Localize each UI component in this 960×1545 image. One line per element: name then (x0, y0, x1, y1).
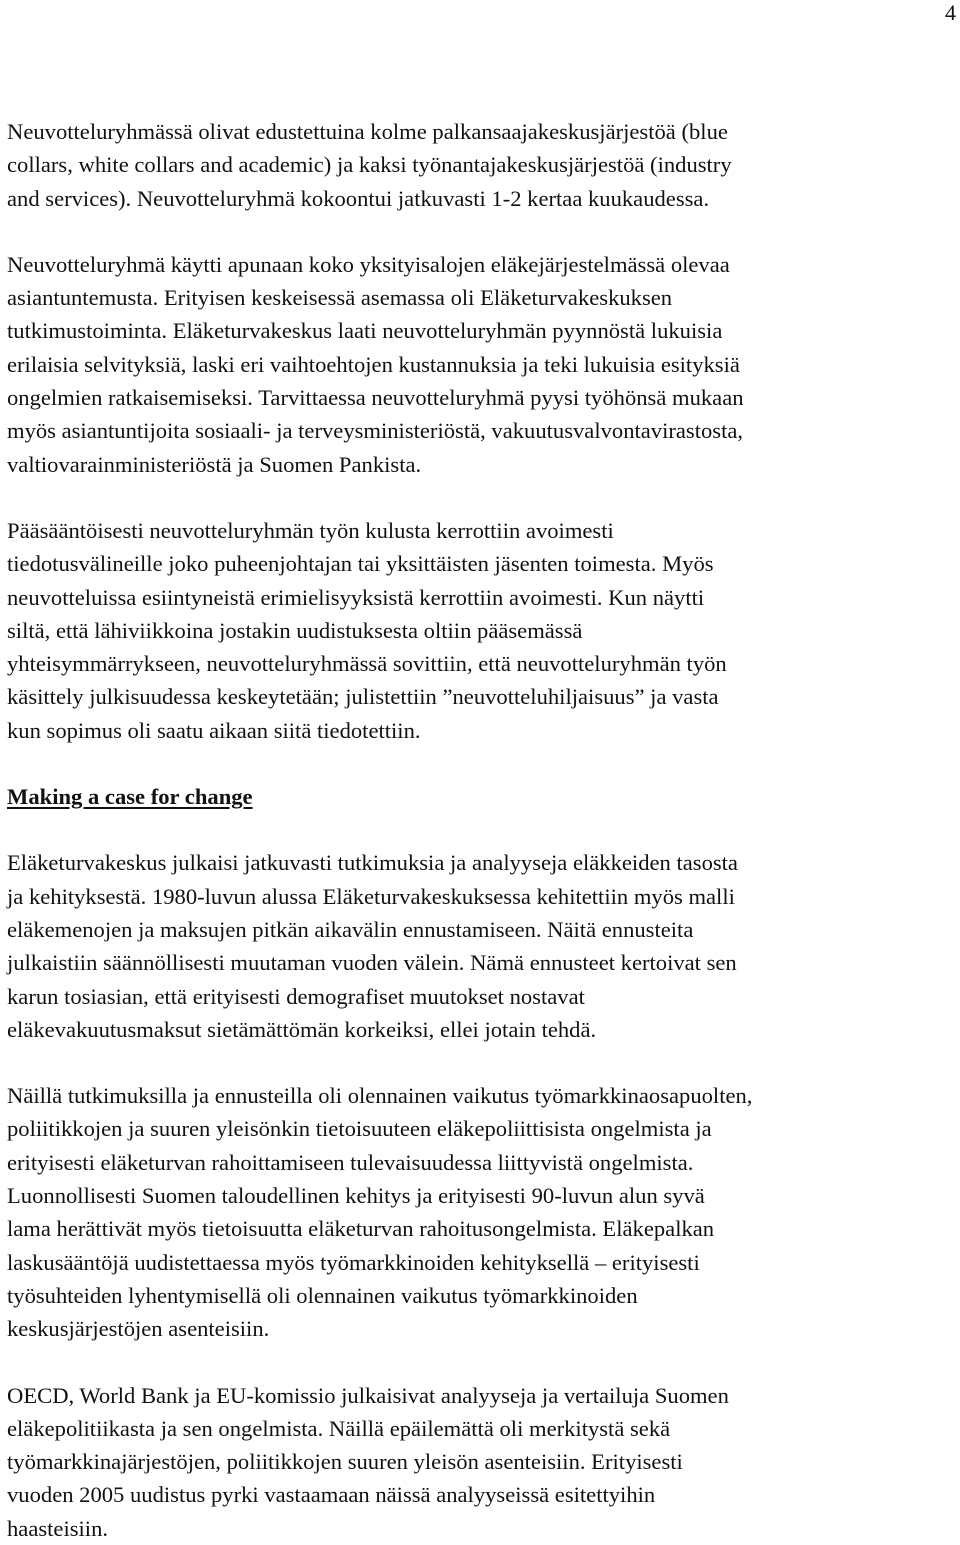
text-line: tiedotusvälineille joko puheenjohtajan tai yksittäisten jäsenten toimesta. Myös (7, 551, 714, 577)
text-line: eläkepolitiikasta ja sen ongelmista. Näillä epäilemättä oli merkitystä sekä (7, 1415, 671, 1441)
text-line: kun sopimus oli saatu aikaan siitä tiedotettiin. (7, 717, 421, 743)
document-body (7, 115, 960, 1545)
section-heading: Making a case for change (7, 784, 253, 810)
text-line: OECD, World Bank ja EU-komissio julkaisivat analyyseja ja vertailuja Suomen (7, 1382, 729, 1408)
paragraph-gap (7, 1046, 960, 1079)
text-line: tutkimustoiminta. Eläketurvakeskus laati neuvotteluryhmän pyynnöstä lukuisia (7, 318, 723, 344)
text-line: Näillä tutkimuksilla ja ennusteilla oli olennainen vaikutus työmarkkinaosapuolten, (7, 1083, 753, 1109)
text-line: Neuvotteluryhmä käytti apunaan koko yksityisalojen eläkejärjestelmässä olevaa (7, 251, 730, 277)
paragraph-negotiation-group (7, 115, 960, 215)
text-line: ja kehityksestä. 1980-luvun alussa Eläketurvakeskuksessa kehitettiin myös malli (7, 883, 735, 909)
text-line: työmarkkinajärjestöjen, poliitikkojen suuren yleisön asenteisiin. Erityisesti (7, 1449, 683, 1475)
paragraph-gap (7, 215, 960, 248)
text-line: siltä, että lähiviikkoina jostakin uudistuksesta oltiin pääsemässä (7, 617, 583, 643)
text-line: erityisesti eläketurvan rahoittamiseen tulevaisuudessa liittyvistä ongelmista. (7, 1149, 694, 1175)
text-line: laskusääntöjä uudistettaessa myös työmarkkinoiden kehityksellä – erityisesti (7, 1249, 700, 1275)
text-line: haasteisiin. (7, 1515, 109, 1541)
text-line: valtiovarainministeriöstä ja Suomen Pankista. (7, 451, 422, 477)
paragraph-international (7, 1379, 960, 1545)
text-line: Eläketurvakeskus julkaisi jatkuvasti tutkimuksia ja analyyseja eläkkeiden tasosta (7, 850, 738, 876)
paragraph-gap (7, 481, 960, 514)
text-line: neuvotteluissa esiintyneistä erimielisyyksistä kerrottiin avoimesti. Kun näytti (7, 584, 705, 610)
text-line: Pääsääntöisesti neuvotteluryhmän työn kulusta kerrottiin avoimesti (7, 517, 614, 543)
text-line: lama herättivät myös tietoisuutta eläketurvan rahoitusongelmista. Eläkepalkan (7, 1216, 715, 1242)
text-line: työsuhteiden lyhentymisellä oli olennainen vaikutus työmarkkinoiden (7, 1282, 638, 1308)
text-line: yhteisymmärrykseen, neuvotteluryhmässä sovittiin, että neuvotteluryhmän työn (7, 651, 727, 677)
text-line: Luonnollisesti Suomen taloudellinen kehitys ja erityisesti 90-luvun alun syvä (7, 1183, 705, 1209)
text-line: collars, white collars and academic) ja kaksi työnantajakeskusjärjestöä (industry (7, 152, 732, 178)
text-line: vuoden 2005 uudistus pyrki vastaamaan näissä analyyseissä esitettyihin (7, 1482, 656, 1508)
paragraph-gap (7, 813, 960, 846)
text-line: eläkemenojen ja maksujen pitkän aikavälin ennustamiseen. Näitä ennusteita (7, 916, 694, 942)
paragraph-awareness (7, 1079, 960, 1345)
paragraph-publicity (7, 514, 960, 747)
text-line: karun tosiasian, että erityisesti demografiset muutokset nostavat (7, 983, 585, 1009)
text-line: poliitikkojen ja suuren yleisönkin tietoisuuteen eläkepoliittisista ongelmista ja (7, 1116, 712, 1142)
page-number: 4 (945, 0, 956, 25)
text-line: and services). Neuvotteluryhmä kokoontui jatkuvasti 1-2 kertaa kuukaudessa. (7, 185, 710, 211)
text-line: ongelmien ratkaisemiseksi. Tarvittaessa neuvotteluryhmä pyysi työhönsä mukaan (7, 385, 744, 411)
text-line: julkaistiin säännöllisesti muutaman vuoden välein. Nämä ennusteet kertoivat sen (7, 950, 737, 976)
paragraph-gap (7, 1346, 960, 1379)
paragraph-gap (7, 747, 960, 780)
paragraph-research (7, 846, 960, 1046)
text-line: myös asiantuntijoita sosiaali- ja terveysministeriöstä, vakuutusvalvontavirastosta, (7, 418, 744, 444)
text-line: asiantuntemusta. Erityisen keskeisessä asemassa oli Eläketurvakeskuksen (7, 285, 673, 311)
text-line: käsittely julkisuudessa keskeytetään; julistettiin ”neuvotteluhiljaisuus” ja vasta (7, 684, 719, 710)
text-line: eläkevakuutusmaksut sietämättömän korkeiksi, ellei jotain tehdä. (7, 1016, 597, 1042)
text-line: keskusjärjestöjen asenteisiin. (7, 1316, 270, 1342)
paragraph-expertise (7, 248, 960, 481)
text-line: Neuvotteluryhmässä olivat edustettuina kolme palkansaajakeskusjärjestöä (blue (7, 119, 728, 144)
text-line: erilaisia selvityksiä, laski eri vaihtoehtojen kustannuksia ja teki lukuisia esityksiä (7, 351, 740, 377)
